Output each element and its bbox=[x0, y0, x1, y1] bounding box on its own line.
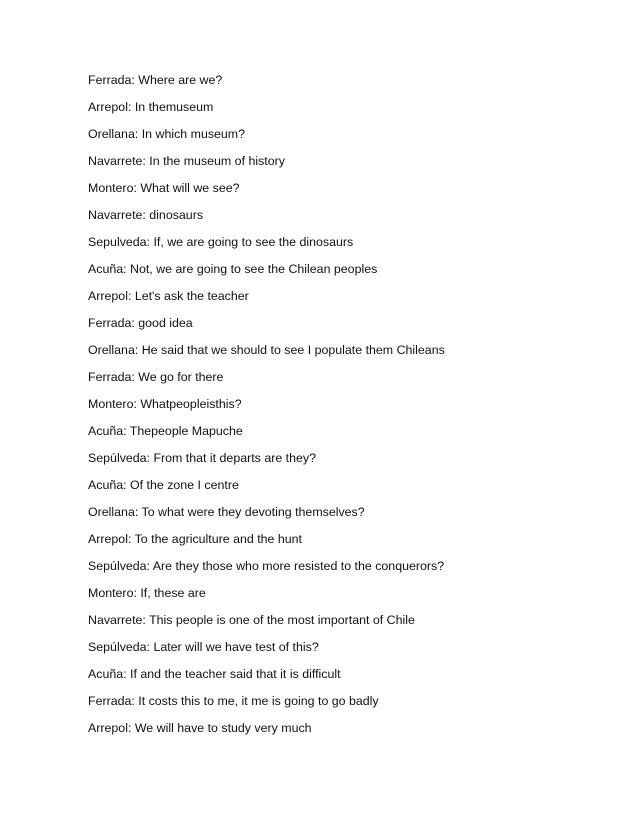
dialogue-line: Arrepol: We will have to study very much bbox=[88, 721, 312, 735]
dialogue-line: Arrepol: In themuseum bbox=[88, 100, 214, 114]
dialogue-line: Sepúlveda: From that it departs are they? bbox=[88, 451, 316, 465]
dialogue-line: Orellana: To what were they devoting themselves? bbox=[88, 505, 365, 519]
dialogue-line: Acuña: Not, we are going to see the Chilean peoples bbox=[88, 262, 378, 276]
dialogue-line: Sepúlveda: Later will we have test of this? bbox=[88, 640, 319, 654]
dialogue-list bbox=[88, 73, 608, 748]
dialogue-line: Orellana: He said that we should to see I populate them Chileans bbox=[88, 343, 445, 357]
dialogue-line: Navarrete: In the museum of history bbox=[88, 154, 285, 168]
dialogue-line: Arrepol: To the agriculture and the hunt bbox=[88, 532, 302, 546]
dialogue-line: Acuña: If and the teacher said that it is difficult bbox=[88, 667, 341, 681]
dialogue-line: Montero: Whatpeopleisthis? bbox=[88, 397, 242, 411]
dialogue-line: Acuña: Of the zone I centre bbox=[88, 478, 239, 492]
dialogue-line: Acuña: Thepeople Mapuche bbox=[88, 424, 243, 438]
dialogue-line: Ferrada: good idea bbox=[88, 316, 193, 330]
dialogue-line: Navarrete: This people is one of the most important of Chile bbox=[88, 613, 415, 627]
dialogue-line: Montero: What will we see? bbox=[88, 181, 240, 195]
dialogue-line: Arrepol: Let's ask the teacher bbox=[88, 289, 249, 303]
dialogue-line: Montero: If, these are bbox=[88, 586, 206, 600]
dialogue-line: Ferrada: We go for there bbox=[88, 370, 224, 384]
dialogue-line: Sepúlveda: Are they those who more resisted to the conquerors? bbox=[88, 559, 445, 573]
dialogue-line: Ferrada: Where are we? bbox=[88, 73, 223, 87]
dialogue-line: Orellana: In which museum? bbox=[88, 127, 246, 141]
dialogue-line: Sepulveda: If, we are going to see the dinosaurs bbox=[88, 235, 354, 249]
dialogue-line: Ferrada: It costs this to me, it me is going to go badly bbox=[88, 694, 379, 708]
dialogue-line: Navarrete: dinosaurs bbox=[88, 208, 204, 222]
